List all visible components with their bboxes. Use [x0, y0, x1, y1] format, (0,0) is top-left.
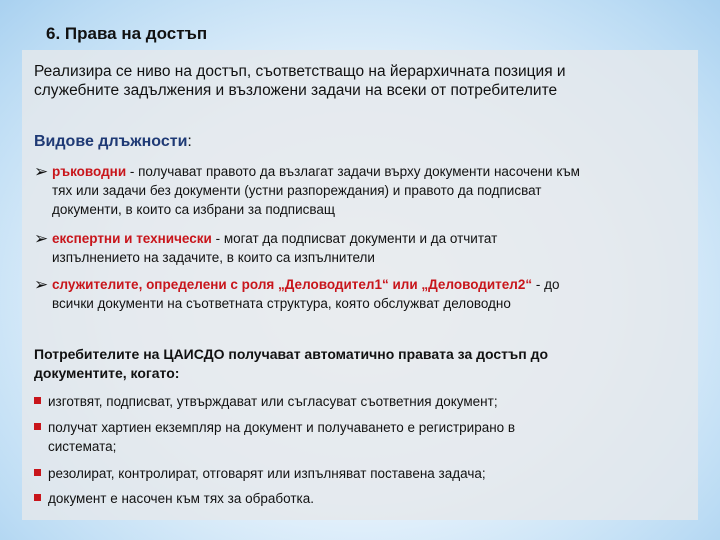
users-heading-line: документите, когато: [34, 365, 180, 381]
arrow-bullet-icon: ➢ [34, 229, 49, 248]
role-description: тях или задачи без документи (устни разпореждания) и правото да подписват [52, 183, 542, 198]
role-name: експертни и технически [52, 231, 212, 246]
intro-line: Реализира се ниво на достъп, съответстващо на йерархичната позиция и [34, 63, 566, 80]
square-bullet-icon [34, 469, 41, 476]
condition-text: системата; [48, 439, 117, 454]
intro-text [34, 62, 694, 100]
arrow-bullet-icon: ➢ [34, 162, 49, 181]
access-condition-item [34, 418, 694, 456]
position-types-heading-text: Видове длъжности [34, 133, 188, 150]
role-description: документи, в които са избрани за подписващ [52, 202, 335, 217]
square-bullet-icon [34, 397, 41, 404]
role-description: изпълнението на задачите, в които са изпълнители [52, 250, 375, 265]
role-item-experts [34, 229, 698, 267]
access-condition-item [34, 489, 694, 508]
role-name: ръководни [52, 164, 127, 179]
heading-colon: : [187, 133, 192, 150]
slide-title: 6. Права на достъп [46, 24, 208, 43]
access-condition-item [34, 464, 694, 483]
role-description: всички документи на съответната структура, която обслужват деловодно [52, 296, 511, 311]
arrow-bullet-icon: ➢ [34, 275, 49, 294]
intro-line: служебните задължения и възложени задачи на всеки от потребителите [34, 82, 558, 99]
role-item-clerks [34, 275, 698, 313]
condition-text: резолират, контролират, отговарят или изпълняват поставена задача; [48, 466, 486, 481]
access-condition-item [34, 392, 694, 411]
condition-text: документ е насочен към тях за обработка. [48, 491, 314, 506]
role-item-managers [34, 162, 698, 219]
position-types-heading [34, 133, 192, 151]
role-description: - получават правото да възлагат задачи върху документи насочени към [126, 164, 580, 179]
condition-text: получат хартиен екземпляр на документ и получаването е регистрирано в [48, 420, 516, 435]
role-description: - до [532, 277, 560, 292]
users-access-heading [34, 345, 694, 383]
users-heading-line: Потребителите на ЦАИСДО получават автоматично правата за достъп до [34, 346, 549, 362]
role-description: - могат да подписват документи и да отчитат [211, 231, 498, 246]
role-name: служителите, определени с роля „Деловодител1“ или „Деловодител2“ [52, 277, 533, 292]
condition-text: изготвят, подписват, утвърждават или съгласуват съответния документ; [48, 394, 498, 409]
square-bullet-icon [34, 494, 41, 501]
square-bullet-icon [34, 423, 41, 430]
